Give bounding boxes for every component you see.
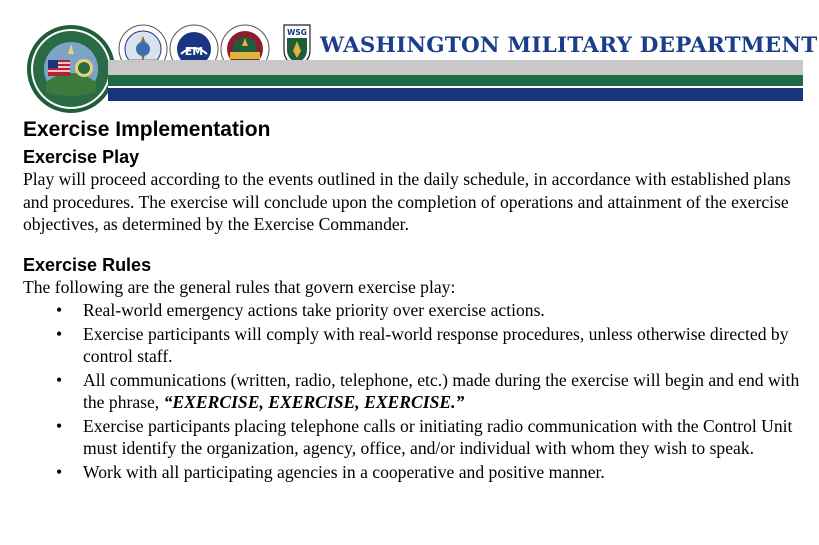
svg-text:EM: EM: [184, 45, 204, 58]
list-item: [23, 299, 808, 322]
section-title: Exercise Implementation: [23, 118, 271, 141]
exercise-rules-list: [23, 299, 808, 483]
list-item-text: All communications (written, radio, telephone, etc.) made during the exercise will begin and end with the phrase,: [83, 369, 800, 412]
bullet-icon: •: [56, 323, 63, 344]
exercise-play-paragraph: Play will proceed according to the events outlined in the daily schedule, in accordance with established plans and procedures. The exercise will conclude upon the completion of operations and attainment of the exercise objectives, as determined by the Exercise Commander.: [23, 169, 791, 234]
bullet-icon: •: [56, 300, 63, 320]
exercise-phrase: “EXERCISE, EXERCISE, EXERCISE.”: [163, 392, 465, 412]
list-item-text: Exercise participants placing telephone calls or initiating radio communication with the Control Unit must identify the organization, agency, office, and/or individual with whom they wish to speak.: [83, 415, 793, 458]
header-band-green: [108, 75, 803, 86]
department-name: WASHINGTON MILITARY DEPARTMENT: [320, 33, 818, 58]
document-body: [23, 118, 808, 483]
wsg-shield-label: WSG: [287, 28, 307, 37]
list-item-text: Work with all participating agencies in a cooperative and positive manner.: [83, 461, 605, 482]
bullet-icon: •: [56, 461, 63, 482]
letterhead: [0, 0, 819, 116]
military-department-seal-icon: [26, 24, 116, 114]
list-item-text: Real-world emergency actions take priority over exercise actions.: [83, 300, 545, 320]
header-band-gray: [108, 60, 803, 75]
list-item: [23, 369, 808, 414]
list-item: [23, 323, 808, 368]
list-item: [23, 461, 808, 484]
list-item-text: Exercise participants will comply with real-world response procedures, unless otherwise directed by control staff.: [83, 323, 789, 366]
exercise-rules-intro: The following are the general rules that govern exercise play:: [23, 276, 456, 297]
exercise-rules-heading: Exercise Rules: [23, 254, 152, 275]
bullet-icon: •: [56, 369, 63, 390]
bullet-icon: •: [56, 415, 63, 436]
header-band-navy: [108, 88, 803, 101]
list-item: [23, 415, 808, 460]
exercise-play-heading: Exercise Play: [23, 147, 140, 167]
